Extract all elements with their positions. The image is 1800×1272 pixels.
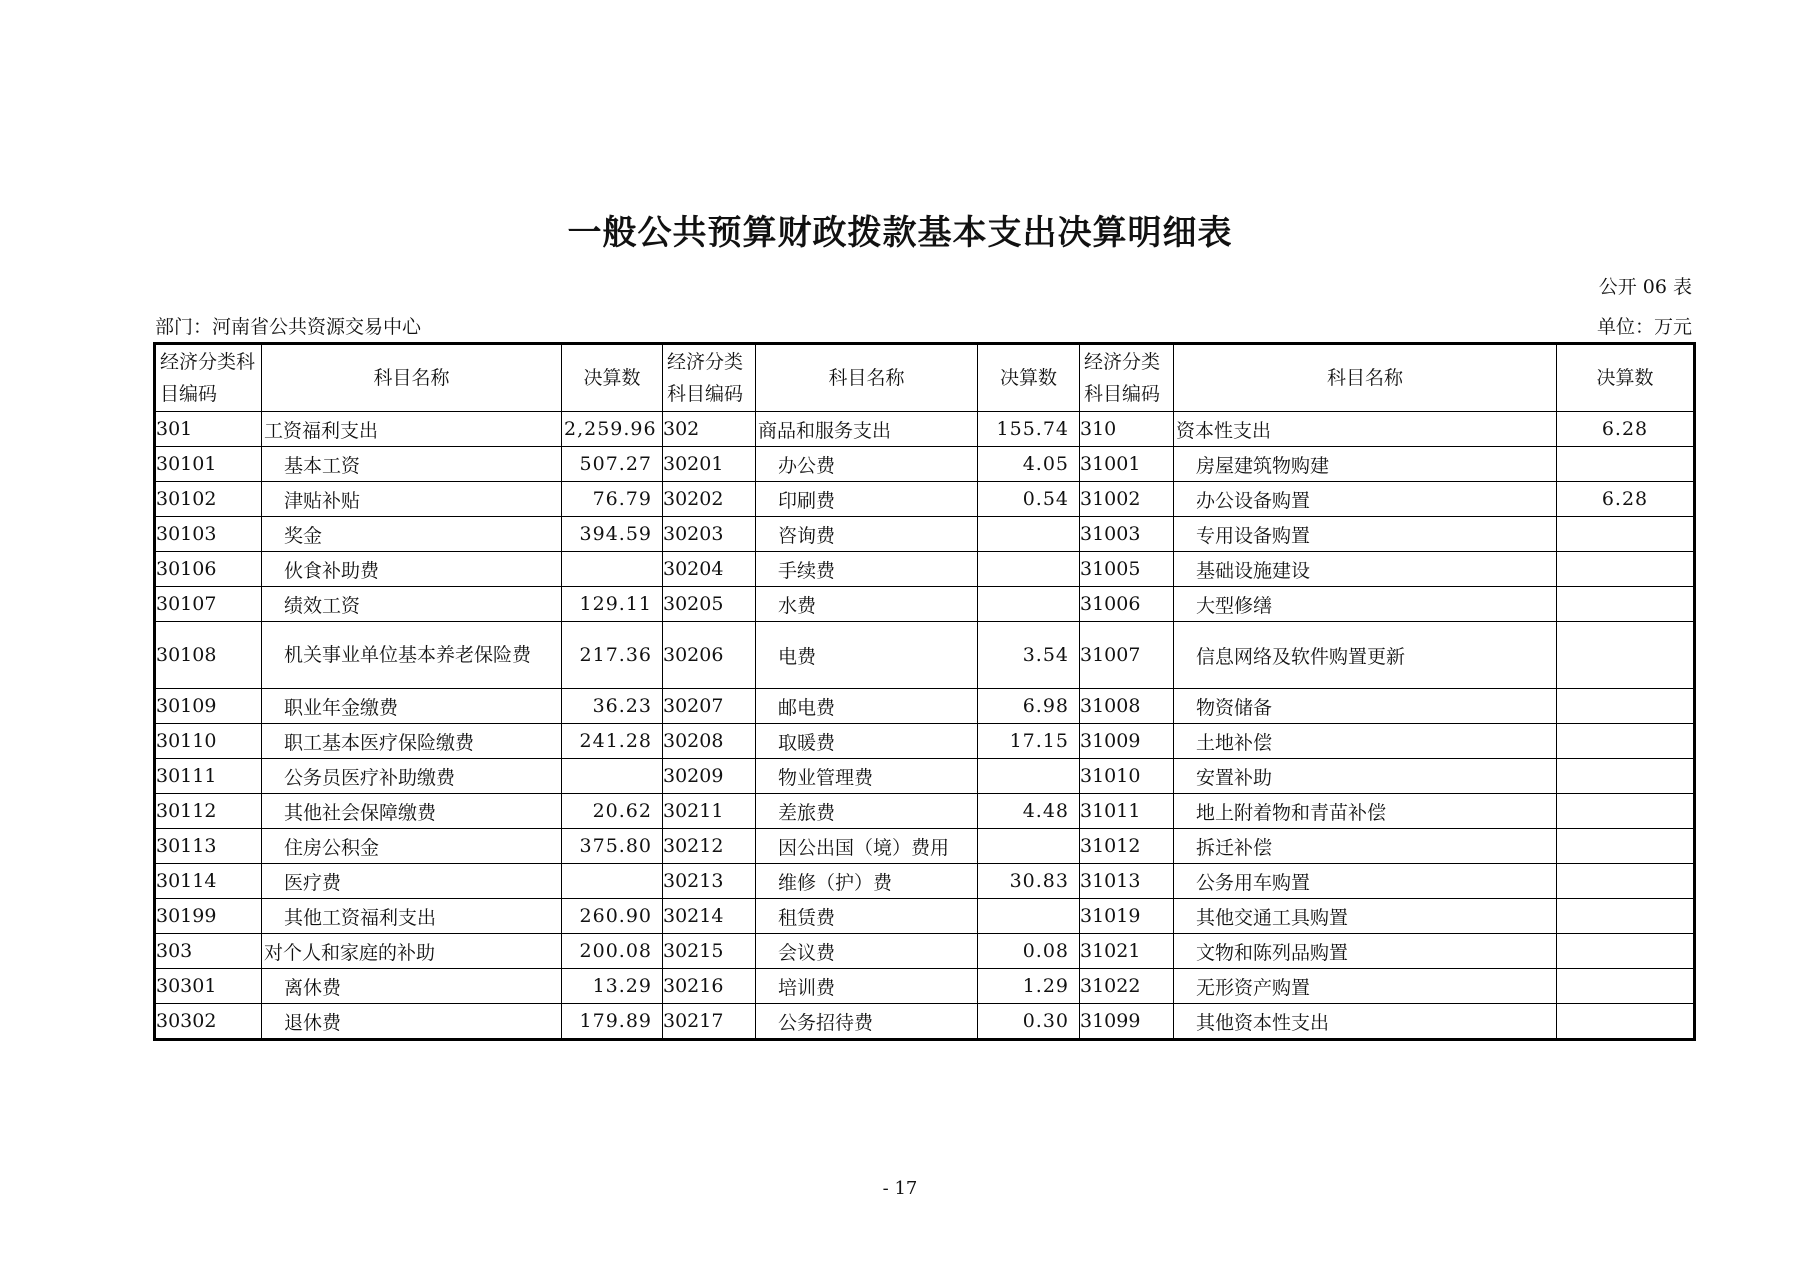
cell-code: 30202 xyxy=(663,482,756,517)
cell-code: 30216 xyxy=(663,969,756,1004)
table-row xyxy=(155,759,1695,794)
header-code: 经济分类科目编码 xyxy=(155,344,262,412)
cell-name: 拆迁补偿 xyxy=(1174,829,1557,864)
cell-code: 30301 xyxy=(155,969,262,1004)
table-row xyxy=(155,587,1695,622)
header-amount: 决算数 xyxy=(1557,344,1695,412)
cell-code: 30110 xyxy=(155,724,262,759)
header-code: 经济分类科目编码 xyxy=(663,344,756,412)
cell-name: 培训费 xyxy=(756,969,978,1004)
expenditure-table xyxy=(153,342,1696,1041)
cell-name: 专用设备购置 xyxy=(1174,517,1557,552)
cell-amount: 217.36 xyxy=(562,622,663,689)
cell-amount xyxy=(1557,829,1695,864)
cell-amount: 0.30 xyxy=(978,1004,1080,1040)
cell-code: 30199 xyxy=(155,899,262,934)
cell-amount: 155.74 xyxy=(978,412,1080,447)
cell-name: 地上附着物和青苗补偿 xyxy=(1174,794,1557,829)
cell-code: 30109 xyxy=(155,689,262,724)
cell-name: 公务员医疗补助缴费 xyxy=(262,759,562,794)
header-name: 科目名称 xyxy=(756,344,978,412)
cell-amount xyxy=(562,759,663,794)
cell-amount: 179.89 xyxy=(562,1004,663,1040)
cell-amount: 76.79 xyxy=(562,482,663,517)
table-row xyxy=(155,864,1695,899)
cell-code: 31005 xyxy=(1080,552,1174,587)
cell-code: 31007 xyxy=(1080,622,1174,689)
cell-name: 职工基本医疗保险缴费 xyxy=(262,724,562,759)
header-amount: 决算数 xyxy=(978,344,1080,412)
cell-name: 工资福利支出 xyxy=(262,412,562,447)
cell-name: 基本工资 xyxy=(262,447,562,482)
cell-code: 31099 xyxy=(1080,1004,1174,1040)
table-number: 公开 06 表 xyxy=(1598,276,1692,298)
cell-code: 30208 xyxy=(663,724,756,759)
cell-amount: 260.90 xyxy=(562,899,663,934)
cell-amount xyxy=(1557,517,1695,552)
cell-amount xyxy=(1557,587,1695,622)
cell-amount xyxy=(1557,447,1695,482)
cell-name: 伙食补助费 xyxy=(262,552,562,587)
cell-code: 30201 xyxy=(663,447,756,482)
header-amount: 决算数 xyxy=(562,344,663,412)
cell-amount xyxy=(1557,1004,1695,1040)
cell-code: 31022 xyxy=(1080,969,1174,1004)
cell-amount xyxy=(1557,969,1695,1004)
cell-name: 手续费 xyxy=(756,552,978,587)
cell-amount: 241.28 xyxy=(562,724,663,759)
cell-code: 30114 xyxy=(155,864,262,899)
cell-amount xyxy=(978,899,1080,934)
cell-name: 公务招待费 xyxy=(756,1004,978,1040)
cell-name: 其他交通工具购置 xyxy=(1174,899,1557,934)
cell-amount: 6.98 xyxy=(978,689,1080,724)
cell-amount: 36.23 xyxy=(562,689,663,724)
cell-code: 31008 xyxy=(1080,689,1174,724)
cell-name: 绩效工资 xyxy=(262,587,562,622)
cell-code: 30209 xyxy=(663,759,756,794)
cell-name: 印刷费 xyxy=(756,482,978,517)
table-row xyxy=(155,899,1695,934)
cell-name: 会议费 xyxy=(756,934,978,969)
cell-amount xyxy=(1557,552,1695,587)
page-title: 一般公共预算财政拨款基本支出决算明细表 xyxy=(567,213,1233,253)
cell-code: 30113 xyxy=(155,829,262,864)
cell-name: 物业管理费 xyxy=(756,759,978,794)
cell-name: 物资储备 xyxy=(1174,689,1557,724)
cell-amount: 6.28 xyxy=(1557,412,1695,447)
cell-code: 30111 xyxy=(155,759,262,794)
table-row xyxy=(155,829,1695,864)
cell-name: 基础设施建设 xyxy=(1174,552,1557,587)
cell-code: 31010 xyxy=(1080,759,1174,794)
cell-amount xyxy=(1557,934,1695,969)
cell-code: 31002 xyxy=(1080,482,1174,517)
cell-code: 31009 xyxy=(1080,724,1174,759)
cell-amount: 17.15 xyxy=(978,724,1080,759)
cell-name: 文物和陈列品购置 xyxy=(1174,934,1557,969)
cell-code: 31021 xyxy=(1080,934,1174,969)
cell-name: 邮电费 xyxy=(756,689,978,724)
cell-amount xyxy=(978,552,1080,587)
cell-name: 机关事业单位基本养老保险费 xyxy=(262,622,562,689)
cell-amount xyxy=(978,759,1080,794)
cell-name: 维修（护）费 xyxy=(756,864,978,899)
cell-name: 取暖费 xyxy=(756,724,978,759)
cell-name: 津贴补贴 xyxy=(262,482,562,517)
cell-name: 其他工资福利支出 xyxy=(262,899,562,934)
cell-code: 31012 xyxy=(1080,829,1174,864)
cell-code: 30101 xyxy=(155,447,262,482)
cell-name: 商品和服务支出 xyxy=(756,412,978,447)
table-row xyxy=(155,517,1695,552)
cell-name: 对个人和家庭的补助 xyxy=(262,934,562,969)
cell-code: 30302 xyxy=(155,1004,262,1040)
cell-name: 职业年金缴费 xyxy=(262,689,562,724)
table-row xyxy=(155,794,1695,829)
cell-name: 安置补助 xyxy=(1174,759,1557,794)
cell-name: 退休费 xyxy=(262,1004,562,1040)
table-row xyxy=(155,552,1695,587)
cell-name: 资本性支出 xyxy=(1174,412,1557,447)
cell-code: 31013 xyxy=(1080,864,1174,899)
cell-code: 302 xyxy=(663,412,756,447)
cell-amount xyxy=(978,517,1080,552)
cell-name: 电费 xyxy=(756,622,978,689)
cell-amount: 13.29 xyxy=(562,969,663,1004)
cell-name: 大型修缮 xyxy=(1174,587,1557,622)
cell-amount xyxy=(1557,794,1695,829)
cell-code: 30108 xyxy=(155,622,262,689)
cell-amount: 1.29 xyxy=(978,969,1080,1004)
header-name: 科目名称 xyxy=(262,344,562,412)
cell-code: 30205 xyxy=(663,587,756,622)
cell-code: 30206 xyxy=(663,622,756,689)
cell-amount xyxy=(1557,864,1695,899)
cell-code: 30107 xyxy=(155,587,262,622)
cell-code: 30204 xyxy=(663,552,756,587)
department-label: 部门：河南省公共资源交易中心 xyxy=(155,316,422,338)
cell-name: 其他资本性支出 xyxy=(1174,1004,1557,1040)
cell-code: 30112 xyxy=(155,794,262,829)
cell-code: 30213 xyxy=(663,864,756,899)
cell-amount: 4.05 xyxy=(978,447,1080,482)
table-body xyxy=(155,412,1695,1040)
cell-name: 办公设备购置 xyxy=(1174,482,1557,517)
cell-amount xyxy=(1557,689,1695,724)
cell-name: 其他社会保障缴费 xyxy=(262,794,562,829)
cell-code: 30207 xyxy=(663,689,756,724)
cell-amount: 375.80 xyxy=(562,829,663,864)
cell-code: 31019 xyxy=(1080,899,1174,934)
cell-code: 30203 xyxy=(663,517,756,552)
cell-name: 医疗费 xyxy=(262,864,562,899)
cell-amount: 4.48 xyxy=(978,794,1080,829)
cell-name: 水费 xyxy=(756,587,978,622)
cell-name: 因公出国（境）费用 xyxy=(756,829,978,864)
table-row xyxy=(155,689,1695,724)
table-row xyxy=(155,622,1695,689)
cell-code: 30106 xyxy=(155,552,262,587)
cell-code: 303 xyxy=(155,934,262,969)
cell-name: 办公费 xyxy=(756,447,978,482)
cell-code: 30103 xyxy=(155,517,262,552)
cell-amount: 200.08 xyxy=(562,934,663,969)
cell-code: 31003 xyxy=(1080,517,1174,552)
cell-code: 31001 xyxy=(1080,447,1174,482)
cell-amount: 394.59 xyxy=(562,517,663,552)
cell-name: 差旅费 xyxy=(756,794,978,829)
cell-code: 30102 xyxy=(155,482,262,517)
header-code: 经济分类科目编码 xyxy=(1080,344,1174,412)
cell-amount xyxy=(1557,759,1695,794)
cell-amount xyxy=(1557,724,1695,759)
cell-amount xyxy=(1557,622,1695,689)
cell-code: 301 xyxy=(155,412,262,447)
cell-code: 30217 xyxy=(663,1004,756,1040)
header-name: 科目名称 xyxy=(1174,344,1557,412)
page-number: - 17 xyxy=(882,1178,918,1199)
cell-amount xyxy=(1557,899,1695,934)
cell-name: 房屋建筑物购建 xyxy=(1174,447,1557,482)
cell-amount: 0.08 xyxy=(978,934,1080,969)
cell-code: 30212 xyxy=(663,829,756,864)
cell-amount xyxy=(978,829,1080,864)
table-row xyxy=(155,1004,1695,1040)
cell-code: 31011 xyxy=(1080,794,1174,829)
table-row xyxy=(155,934,1695,969)
header-row xyxy=(155,344,1695,412)
cell-name: 信息网络及软件购置更新 xyxy=(1174,622,1557,689)
cell-code: 310 xyxy=(1080,412,1174,447)
cell-amount: 20.62 xyxy=(562,794,663,829)
cell-amount xyxy=(978,587,1080,622)
cell-code: 30214 xyxy=(663,899,756,934)
cell-name: 咨询费 xyxy=(756,517,978,552)
cell-name: 公务用车购置 xyxy=(1174,864,1557,899)
cell-amount: 0.54 xyxy=(978,482,1080,517)
cell-name: 奖金 xyxy=(262,517,562,552)
cell-code: 30215 xyxy=(663,934,756,969)
cell-amount xyxy=(562,864,663,899)
cell-name: 住房公积金 xyxy=(262,829,562,864)
cell-code: 31006 xyxy=(1080,587,1174,622)
cell-name: 租赁费 xyxy=(756,899,978,934)
cell-amount: 30.83 xyxy=(978,864,1080,899)
cell-amount: 129.11 xyxy=(562,587,663,622)
table-row xyxy=(155,724,1695,759)
cell-amount: 6.28 xyxy=(1557,482,1695,517)
table-row xyxy=(155,447,1695,482)
cell-amount: 2,259.96 xyxy=(562,412,663,447)
cell-amount: 3.54 xyxy=(978,622,1080,689)
cell-amount xyxy=(562,552,663,587)
cell-name: 离休费 xyxy=(262,969,562,1004)
cell-name: 土地补偿 xyxy=(1174,724,1557,759)
table-row xyxy=(155,482,1695,517)
unit-label: 单位：万元 xyxy=(1596,316,1692,338)
table-row xyxy=(155,969,1695,1004)
cell-amount: 507.27 xyxy=(562,447,663,482)
table-row xyxy=(155,412,1695,447)
cell-name: 无形资产购置 xyxy=(1174,969,1557,1004)
cell-code: 30211 xyxy=(663,794,756,829)
